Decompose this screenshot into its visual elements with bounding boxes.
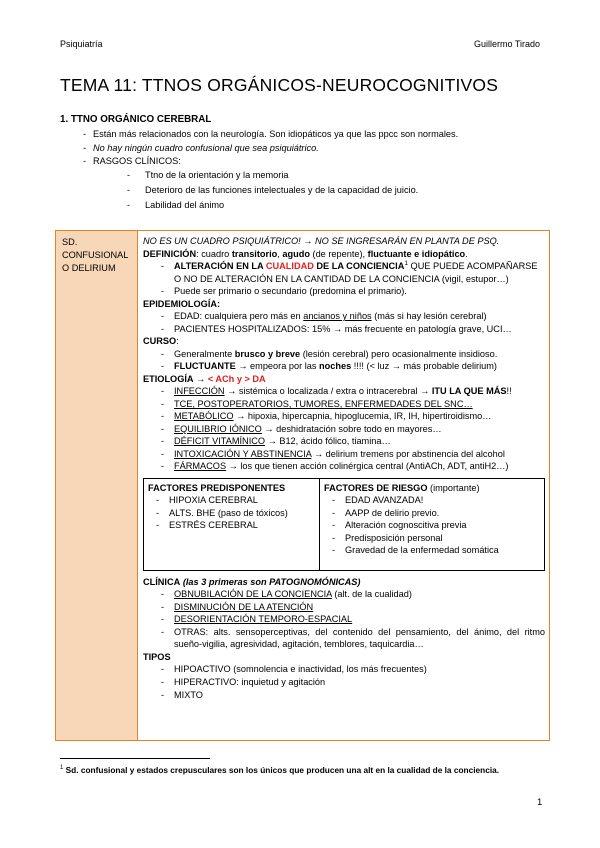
list-item: - Predisposición personal bbox=[324, 532, 540, 545]
list-item: - METABÓLICO → hipoxia, hipercapnia, hipoglucemia, IR, IH, hipertiroidismo… bbox=[143, 410, 545, 423]
list-item: - AAPP de delirio previo. bbox=[324, 507, 540, 520]
list-item: - RASGOS CLÍNICOS: bbox=[60, 155, 545, 168]
risk-factors: FACTORES DE RIESGO (importante) - EDAD AVANZADA! - AAPP de delirio previo. - Alteración cognoscitiva previa - Predisposición personal - Gravedad de la enfermedad somática bbox=[320, 479, 544, 570]
list-item: - DESORIENTACIÓN TEMPORO-ESPACIAL bbox=[143, 613, 545, 626]
list-item: - HIPERACTIVO: inquietud y agitación bbox=[143, 676, 545, 689]
list-item: - INFECCIÓN → sistémica o localizada / extra o intracerebral → ITU LA QUE MÁS!! bbox=[143, 385, 545, 398]
predisposing-factors: FACTORES PREDISPONENTES - HIPOXIA CEREBRAL - ALTS. BHE (paso de tóxicos) - ESTRÉS CEREBRAL bbox=[144, 479, 320, 570]
page-header bbox=[60, 38, 540, 50]
list-item: - MIXTO bbox=[143, 689, 545, 702]
list-item: - FÁRMACOS → los que tienen acción colinérgica central (AntiACh, ADT, antiH2…) bbox=[143, 460, 545, 473]
section-heading: 1. TTNO ORGÁNICO CEREBRAL bbox=[60, 114, 212, 125]
list-item: - PACIENTES HOSPITALIZADOS: 15% → más frecuente en patología grave, UCI… bbox=[143, 323, 545, 336]
etiology-heading: ETIOLOGÍA → < ACh y > DA bbox=[143, 373, 266, 384]
list-item: - EQUILIBRIO IÓNICO → deshidratación sobre todo en mayores… bbox=[143, 423, 545, 436]
header-subject: Psiquiatría bbox=[60, 39, 103, 49]
list-item: - Gravedad de la enfermedad somática bbox=[324, 544, 540, 557]
list-item: - DISMINUCIÓN DE LA ATENCIÓN bbox=[143, 601, 545, 614]
page-title: TEMA 11: TTNOS ORGÁNICOS-NEUROCOGNITIVOS bbox=[60, 75, 499, 95]
factors-table bbox=[143, 478, 545, 571]
list-item: - INTOXICACIÓN Y ABSTINENCIA → delirium tremens por abstinencia del alcohol bbox=[143, 448, 545, 461]
list-item: - EDAD: cualquiera pero más en ancianos y niños (más si hay lesión cerebral) bbox=[143, 310, 545, 323]
list-item: - OBNUBILACIÓN DE LA CONCIENCIA (alt. de la cualidad) bbox=[143, 588, 545, 601]
clinic-heading: CLÍNICA (las 3 primeras son PATOGNOMÓNICAS) bbox=[143, 576, 361, 587]
list-item: - Puede ser primario o secundario (predomina el primario). bbox=[143, 285, 545, 298]
list-item: - Ttno de la orientación y la memoria bbox=[60, 169, 545, 182]
delirium-table bbox=[55, 230, 550, 741]
definition: DEFINICIÓN: cuadro transitorio, agudo (de repente), fluctuante e idiopático. bbox=[143, 248, 468, 259]
types-heading: TIPOS bbox=[143, 651, 171, 662]
course-heading: CURSO: bbox=[143, 336, 179, 347]
list-item: - HIPOACTIVO (somnolencia e inactividad, los más frecuentes) bbox=[143, 663, 545, 676]
list-item: - FLUCTUANTE → empeora por las noches !!!! (< luz → más probable delirium) bbox=[143, 360, 545, 373]
footnote-divider bbox=[60, 758, 210, 759]
list-item: - ESTRÉS CEREBRAL bbox=[148, 519, 315, 532]
header-author: Guillermo Tirado bbox=[473, 39, 540, 49]
list-item: - Generalmente brusco y breve (lesión cerebral) pero ocasionalmente insidioso. bbox=[143, 348, 545, 361]
table-label-cell: SD. CONFUSIONAL O DELIRIUM bbox=[56, 231, 138, 740]
list-item: - EDAD AVANZADA! bbox=[324, 494, 540, 507]
list-item: - OTRAS: alts. sensoperceptivas, del contenido del pensamiento, del ánimo, del ritmo sueño-vigilia, agresividad, agitación, temblores, taquicardia… bbox=[143, 626, 545, 651]
list-item: - HIPOXIA CEREBRAL bbox=[148, 494, 315, 507]
list-item: - Están más relacionados con la neurología. Son idiopáticos ya que las ppcc son normales. bbox=[60, 128, 545, 141]
list-item: - Labilidad del ánimo bbox=[60, 199, 545, 212]
list-item: - DÉFICIT VITAMÍNICO → B12, ácido fólico, tiamina… bbox=[143, 435, 545, 448]
page-number: 1 bbox=[537, 797, 543, 808]
table-content-cell bbox=[138, 231, 549, 740]
list-item: - ALTS. BHE (paso de tóxicos) bbox=[148, 507, 315, 520]
list-item: - ALTERACIÓN EN LA CUALIDAD DE LA CONCIENCIA$^1$ QUE PUEDE ACOMPAÑARSE O NO DE ALTERACIÓN EN LA CANTIDAD DE LA CONCIENCIA (vigil, estupor…) bbox=[143, 260, 545, 285]
list-item: - Deterioro de las funciones intelectuales y de la capacidad de juicio. bbox=[60, 184, 545, 197]
footnote: $^1$ Sd. confusional y estados crepusculares son los únicos que producen una alt en la cualidad de la conciencia. bbox=[60, 764, 500, 775]
list-item: - No hay ningún cuadro confusional que sea psiquiátrico. bbox=[60, 142, 545, 155]
table-intro: NO ES UN CUADRO PSIQUIÁTRICO! → NO SE INGRESARÁN EN PLANTA DE PSQ. bbox=[143, 236, 500, 246]
intro-list bbox=[60, 128, 545, 214]
list-item: - TCE, POSTOPERATORIOS, TUMORES, ENFERMEDADES DEL SNC… bbox=[143, 398, 545, 411]
list-item: - Alteración cognoscitiva previa bbox=[324, 519, 540, 532]
epidemiology-heading: EPIDEMIOLOGÍA: bbox=[143, 298, 221, 309]
